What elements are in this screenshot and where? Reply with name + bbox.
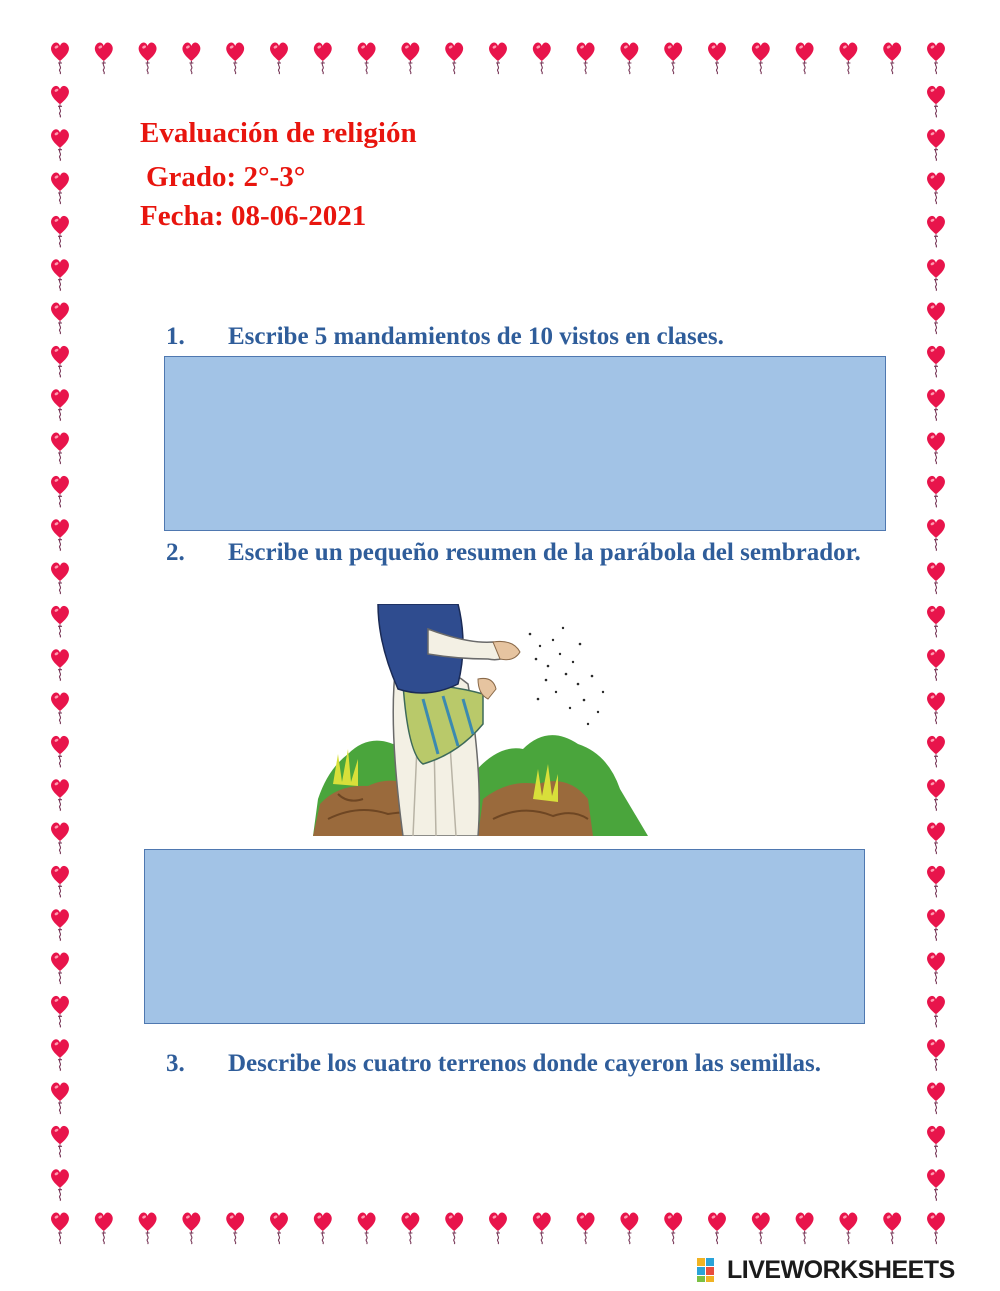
heart-balloon-icon: [927, 1039, 945, 1070]
heart-balloon-icon: [51, 259, 69, 290]
heart-balloon-icon: [182, 1213, 200, 1244]
heart-balloon-icon: [270, 43, 288, 74]
question-1-text: Escribe 5 mandamientos de 10 vistos en clases.: [228, 323, 724, 350]
heart-balloon-icon: [664, 1213, 682, 1244]
heart-balloon-icon: [927, 606, 945, 637]
heart-balloon-icon: [51, 303, 69, 334]
heart-balloon-icon: [401, 43, 419, 74]
heart-balloon-icon: [927, 476, 945, 507]
heart-balloon-icon: [839, 43, 857, 74]
heart-balloon-icon: [883, 1213, 901, 1244]
heart-balloon-icon: [708, 43, 726, 74]
heart-balloon-icon: [927, 173, 945, 204]
heart-balloon-icon: [577, 43, 595, 74]
heart-balloon-icon: [51, 173, 69, 204]
heart-balloon-icon: [270, 1213, 288, 1244]
heart-balloon-icon: [927, 1083, 945, 1114]
heart-balloon-icon: [51, 389, 69, 420]
heart-balloon-icon: [51, 606, 69, 637]
liveworksheets-logo: [697, 1254, 997, 1286]
heart-balloon-icon: [182, 43, 200, 74]
heart-balloon-icon: [358, 43, 376, 74]
heart-balloon-icon: [51, 909, 69, 940]
heart-balloon-icon: [51, 866, 69, 897]
worksheet-title: Evaluación de religión: [140, 117, 417, 149]
question-2-number: 2.: [166, 539, 185, 566]
heart-balloon-icon: [51, 1213, 69, 1244]
heart-balloon-icon: [752, 1213, 770, 1244]
heart-balloon-icon: [927, 346, 945, 377]
heart-balloon-icon: [927, 693, 945, 724]
heart-balloon-icon: [51, 779, 69, 810]
heart-balloon-icon: [927, 996, 945, 1027]
heart-balloon-icon: [51, 693, 69, 724]
heart-balloon-icon: [620, 43, 638, 74]
heart-balloon-icon: [796, 1213, 814, 1244]
heart-balloon-icon: [927, 389, 945, 420]
heart-balloon-icon: [314, 43, 332, 74]
heart-balloon-icon: [226, 1213, 244, 1244]
heart-balloon-icon: [927, 779, 945, 810]
heart-balloon-icon: [51, 519, 69, 550]
heart-balloon-icon: [95, 1213, 113, 1244]
answer-box-2[interactable]: [144, 849, 865, 1024]
heart-balloon-icon: [51, 996, 69, 1027]
heart-balloon-icon: [927, 953, 945, 984]
heart-balloon-icon: [489, 43, 507, 74]
question-1-number: 1.: [166, 323, 185, 350]
heart-balloon-icon: [533, 43, 551, 74]
heart-balloon-icon: [51, 563, 69, 594]
heart-balloon-icon: [51, 736, 69, 767]
heart-balloon-icon: [51, 953, 69, 984]
heart-balloon-icon: [226, 43, 244, 74]
heart-balloon-icon: [927, 736, 945, 767]
liveworksheets-logo-icon: [697, 1258, 723, 1282]
heart-balloon-icon: [927, 649, 945, 680]
heart-balloon-icon: [927, 303, 945, 334]
heart-balloon-icon: [927, 866, 945, 897]
heart-balloon-icon: [664, 43, 682, 74]
heart-balloon-icon: [927, 1213, 945, 1244]
heart-balloon-icon: [51, 1083, 69, 1114]
heart-balloon-icon: [51, 649, 69, 680]
question-3-text: Describe los cuatro terrenos donde cayeron las semillas.: [228, 1050, 821, 1077]
heart-balloon-icon: [51, 346, 69, 377]
heart-balloon-icon: [752, 43, 770, 74]
heart-balloon-icon: [51, 433, 69, 464]
heart-balloon-icon: [927, 216, 945, 247]
heart-balloon-icon: [708, 1213, 726, 1244]
heart-balloon-icon: [51, 43, 69, 74]
heart-balloon-icon: [139, 43, 157, 74]
heart-balloon-icon: [314, 1213, 332, 1244]
heart-balloon-icon: [883, 43, 901, 74]
heart-balloon-icon: [927, 519, 945, 550]
heart-balloon-icon: [927, 1126, 945, 1157]
heart-balloon-icon: [927, 43, 945, 74]
heart-balloon-icon: [51, 1039, 69, 1070]
heart-balloon-icon: [95, 43, 113, 74]
heart-balloon-icon: [489, 1213, 507, 1244]
heart-balloon-icon: [51, 216, 69, 247]
heart-balloon-icon: [358, 1213, 376, 1244]
heart-balloon-icon: [620, 1213, 638, 1244]
heart-balloon-icon: [51, 476, 69, 507]
heart-balloon-icon: [927, 909, 945, 940]
heart-balloon-icon: [927, 86, 945, 117]
question-3-number: 3.: [166, 1050, 185, 1077]
heart-balloon-icon: [927, 129, 945, 160]
grade-label: Grado: 2°-3°: [146, 161, 306, 193]
heart-balloon-icon: [927, 823, 945, 854]
heart-balloon-icon: [51, 129, 69, 160]
question-2-text: Escribe un pequeño resumen de la parábola del sembrador.: [228, 539, 861, 566]
heart-balloon-icon: [51, 1169, 69, 1200]
heart-balloon-icon: [445, 43, 463, 74]
heart-balloon-icon: [401, 1213, 419, 1244]
heart-balloon-icon: [927, 433, 945, 464]
heart-balloon-icon: [839, 1213, 857, 1244]
heart-balloon-icon: [927, 259, 945, 290]
heart-balloon-icon: [533, 1213, 551, 1244]
heart-balloon-icon: [927, 563, 945, 594]
heart-balloon-icon: [51, 823, 69, 854]
heart-balloon-icon: [51, 86, 69, 117]
heart-balloon-icon: [796, 43, 814, 74]
heart-balloon-icon: [577, 1213, 595, 1244]
heart-balloon-icon: [927, 1169, 945, 1200]
liveworksheets-logo-text: LIVEWORKSHEETS: [727, 1256, 955, 1284]
heart-balloon-icon: [51, 1126, 69, 1157]
heart-balloon-icon: [139, 1213, 157, 1244]
date-label: Fecha: 08-06-2021: [140, 200, 367, 232]
sower-illustration: [308, 604, 653, 836]
heart-balloon-icon: [445, 1213, 463, 1244]
answer-box-1[interactable]: [164, 356, 886, 531]
